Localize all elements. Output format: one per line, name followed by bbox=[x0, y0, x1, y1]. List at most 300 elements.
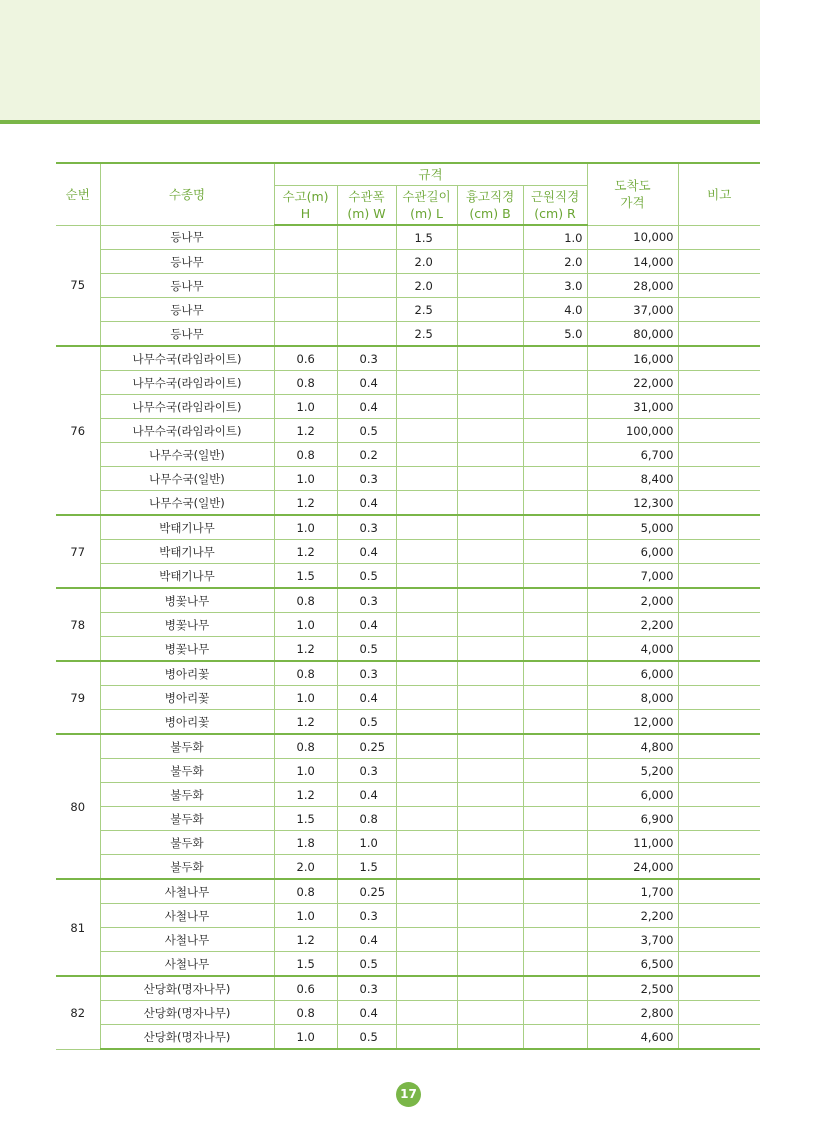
chest-diameter-cell bbox=[457, 250, 523, 274]
chest-diameter-cell bbox=[457, 588, 523, 613]
remarks-cell bbox=[678, 661, 760, 686]
root-diameter-cell bbox=[523, 759, 587, 783]
sequence-cell: 77 bbox=[56, 515, 100, 588]
species-cell: 나무수국(일반) bbox=[100, 491, 274, 516]
root-diameter-cell bbox=[523, 807, 587, 831]
crown-length-cell bbox=[396, 904, 457, 928]
species-cell: 병아리꽃 bbox=[100, 686, 274, 710]
price-cell: 5,000 bbox=[587, 515, 678, 540]
chest-diameter-cell bbox=[457, 395, 523, 419]
table-row bbox=[56, 298, 760, 322]
table-row bbox=[56, 443, 760, 467]
chest-diameter-cell bbox=[457, 831, 523, 855]
crown-length-cell bbox=[396, 759, 457, 783]
price-cell: 6,700 bbox=[587, 443, 678, 467]
width-cell: 0.4 bbox=[337, 928, 396, 952]
col-header-species: 수종명 bbox=[100, 163, 274, 225]
chest-diameter-cell bbox=[457, 976, 523, 1001]
chest-diameter-cell bbox=[457, 491, 523, 516]
remarks-cell bbox=[678, 419, 760, 443]
species-cell: 불두화 bbox=[100, 734, 274, 759]
crown-length-cell bbox=[396, 443, 457, 467]
height-cell: 1.2 bbox=[274, 491, 337, 516]
price-cell: 28,000 bbox=[587, 274, 678, 298]
root-diameter-cell bbox=[523, 395, 587, 419]
crown-length-cell bbox=[396, 952, 457, 977]
chest-diameter-cell bbox=[457, 904, 523, 928]
price-cell: 2,200 bbox=[587, 904, 678, 928]
width-cell: 0.4 bbox=[337, 783, 396, 807]
width-cell: 0.4 bbox=[337, 491, 396, 516]
species-cell: 나무수국(일반) bbox=[100, 443, 274, 467]
crown-length-cell: 2.5 bbox=[396, 322, 457, 347]
crown-length-cell bbox=[396, 371, 457, 395]
table-row bbox=[56, 371, 760, 395]
remarks-cell bbox=[678, 904, 760, 928]
height-cell: 1.0 bbox=[274, 613, 337, 637]
remarks-cell bbox=[678, 976, 760, 1001]
crown-length-cell bbox=[396, 588, 457, 613]
remarks-cell bbox=[678, 783, 760, 807]
height-cell: 1.0 bbox=[274, 686, 337, 710]
price-cell: 22,000 bbox=[587, 371, 678, 395]
remarks-cell bbox=[678, 952, 760, 977]
chest-diameter-cell bbox=[457, 807, 523, 831]
price-cell: 6,500 bbox=[587, 952, 678, 977]
root-diameter-cell bbox=[523, 928, 587, 952]
height-cell: 0.6 bbox=[274, 346, 337, 371]
species-cell: 박태기나무 bbox=[100, 515, 274, 540]
table-row bbox=[56, 807, 760, 831]
table-row bbox=[56, 346, 760, 371]
width-cell: 0.5 bbox=[337, 710, 396, 735]
width-cell: 0.3 bbox=[337, 661, 396, 686]
table-row bbox=[56, 661, 760, 686]
remarks-cell bbox=[678, 686, 760, 710]
chest-diameter-cell bbox=[457, 879, 523, 904]
table-row bbox=[56, 831, 760, 855]
root-diameter-cell: 2.0 bbox=[523, 250, 587, 274]
width-cell: 0.4 bbox=[337, 686, 396, 710]
root-diameter-cell bbox=[523, 855, 587, 880]
species-cell: 박태기나무 bbox=[100, 564, 274, 589]
species-cell: 병꽃나무 bbox=[100, 613, 274, 637]
height-cell: 0.8 bbox=[274, 588, 337, 613]
price-cell: 80,000 bbox=[587, 322, 678, 347]
height-cell: 1.5 bbox=[274, 564, 337, 589]
table-row bbox=[56, 759, 760, 783]
root-diameter-cell: 5.0 bbox=[523, 322, 587, 347]
root-diameter-cell bbox=[523, 952, 587, 977]
species-cell: 병아리꽃 bbox=[100, 661, 274, 686]
crown-length-cell: 2.5 bbox=[396, 298, 457, 322]
chest-diameter-cell bbox=[457, 443, 523, 467]
root-diameter-cell bbox=[523, 443, 587, 467]
remarks-cell bbox=[678, 613, 760, 637]
width-cell: 0.5 bbox=[337, 419, 396, 443]
species-cell: 나무수국(일반) bbox=[100, 467, 274, 491]
chest-diameter-cell bbox=[457, 322, 523, 347]
table-row bbox=[56, 904, 760, 928]
sequence-cell: 81 bbox=[56, 879, 100, 976]
sequence-cell: 78 bbox=[56, 588, 100, 661]
width-cell: 0.2 bbox=[337, 443, 396, 467]
remarks-cell bbox=[678, 879, 760, 904]
root-diameter-cell bbox=[523, 467, 587, 491]
table-row bbox=[56, 783, 760, 807]
height-cell bbox=[274, 322, 337, 347]
table-row bbox=[56, 491, 760, 516]
sequence-cell: 80 bbox=[56, 734, 100, 879]
height-cell: 1.2 bbox=[274, 928, 337, 952]
crown-length-cell bbox=[396, 467, 457, 491]
price-cell: 4,800 bbox=[587, 734, 678, 759]
crown-length-cell bbox=[396, 928, 457, 952]
height-cell: 1.2 bbox=[274, 540, 337, 564]
species-cell: 병아리꽃 bbox=[100, 710, 274, 735]
price-cell: 10,000 bbox=[587, 225, 678, 250]
chest-diameter-cell bbox=[457, 952, 523, 977]
crown-length-cell bbox=[396, 976, 457, 1001]
chest-diameter-cell bbox=[457, 225, 523, 250]
price-header-line1: 도착도 bbox=[614, 178, 651, 194]
width-cell: 0.4 bbox=[337, 371, 396, 395]
crown-length-cell bbox=[396, 831, 457, 855]
height-cell: 1.0 bbox=[274, 395, 337, 419]
root-diameter-cell bbox=[523, 491, 587, 516]
table-row bbox=[56, 879, 760, 904]
remarks-cell bbox=[678, 1001, 760, 1025]
col-header-spec-group: 규격 bbox=[274, 163, 587, 186]
height-cell: 1.0 bbox=[274, 904, 337, 928]
root-diameter-cell: 1.0 bbox=[523, 225, 587, 250]
species-cell: 산당화(명자나무) bbox=[100, 976, 274, 1001]
table-row bbox=[56, 322, 760, 347]
chest-diameter-cell bbox=[457, 274, 523, 298]
width-cell bbox=[337, 322, 396, 347]
species-cell: 병꽃나무 bbox=[100, 637, 274, 662]
height-cell: 0.8 bbox=[274, 661, 337, 686]
table-row bbox=[56, 686, 760, 710]
height-cell: 1.8 bbox=[274, 831, 337, 855]
table-row bbox=[56, 1001, 760, 1025]
crown-length-cell bbox=[396, 686, 457, 710]
crown-length-cell bbox=[396, 540, 457, 564]
crown-length-cell: 2.0 bbox=[396, 274, 457, 298]
species-cell: 등나무 bbox=[100, 298, 274, 322]
remarks-cell bbox=[678, 831, 760, 855]
chest-diameter-cell bbox=[457, 928, 523, 952]
root-diameter-cell bbox=[523, 734, 587, 759]
root-diameter-cell bbox=[523, 904, 587, 928]
remarks-cell bbox=[678, 928, 760, 952]
chest-diameter-cell bbox=[457, 783, 523, 807]
species-cell: 사철나무 bbox=[100, 904, 274, 928]
height-cell: 0.8 bbox=[274, 734, 337, 759]
table-row bbox=[56, 613, 760, 637]
price-cell: 11,000 bbox=[587, 831, 678, 855]
remarks-cell bbox=[678, 734, 760, 759]
price-cell: 12,300 bbox=[587, 491, 678, 516]
remarks-cell bbox=[678, 540, 760, 564]
root-diameter-cell bbox=[523, 419, 587, 443]
crown-length-cell bbox=[396, 710, 457, 735]
price-cell: 6,000 bbox=[587, 540, 678, 564]
crown-length-cell bbox=[396, 515, 457, 540]
table-row bbox=[56, 419, 760, 443]
height-cell: 2.0 bbox=[274, 855, 337, 880]
col-header-height: 수고(m) H bbox=[274, 186, 337, 226]
root-diameter-cell bbox=[523, 515, 587, 540]
remarks-cell bbox=[678, 491, 760, 516]
species-cell: 등나무 bbox=[100, 274, 274, 298]
remarks-cell bbox=[678, 588, 760, 613]
width-cell: 0.4 bbox=[337, 613, 396, 637]
remarks-cell bbox=[678, 637, 760, 662]
species-cell: 등나무 bbox=[100, 322, 274, 347]
chest-diameter-cell bbox=[457, 371, 523, 395]
root-diameter-cell bbox=[523, 831, 587, 855]
remarks-cell bbox=[678, 371, 760, 395]
chest-diameter-cell bbox=[457, 710, 523, 735]
table-row bbox=[56, 710, 760, 735]
price-cell: 1,700 bbox=[587, 879, 678, 904]
chest-diameter-cell bbox=[457, 346, 523, 371]
col-header-chest-diameter: 흉고직경 (cm) B bbox=[457, 186, 523, 226]
width-cell: 0.3 bbox=[337, 346, 396, 371]
root-diameter-cell bbox=[523, 613, 587, 637]
chest-diameter-cell bbox=[457, 1025, 523, 1050]
table-row bbox=[56, 515, 760, 540]
crown-length-cell bbox=[396, 807, 457, 831]
table-row bbox=[56, 274, 760, 298]
remarks-cell bbox=[678, 250, 760, 274]
chest-diameter-cell bbox=[457, 515, 523, 540]
crown-length-cell bbox=[396, 783, 457, 807]
height-cell: 0.6 bbox=[274, 976, 337, 1001]
chest-diameter-cell bbox=[457, 637, 523, 662]
width-cell: 0.25 bbox=[337, 879, 396, 904]
species-cell: 불두화 bbox=[100, 807, 274, 831]
chest-diameter-cell bbox=[457, 564, 523, 589]
species-cell: 나무수국(라임라이트) bbox=[100, 395, 274, 419]
crown-length-cell bbox=[396, 734, 457, 759]
species-cell: 산당화(명자나무) bbox=[100, 1001, 274, 1025]
price-cell: 8,400 bbox=[587, 467, 678, 491]
root-diameter-cell bbox=[523, 540, 587, 564]
chest-diameter-cell bbox=[457, 613, 523, 637]
height-cell: 1.2 bbox=[274, 710, 337, 735]
species-cell: 나무수국(라임라이트) bbox=[100, 419, 274, 443]
width-cell: 1.5 bbox=[337, 855, 396, 880]
price-cell: 7,000 bbox=[587, 564, 678, 589]
root-diameter-cell: 4.0 bbox=[523, 298, 587, 322]
height-cell: 1.5 bbox=[274, 952, 337, 977]
height-cell: 1.0 bbox=[274, 515, 337, 540]
chest-diameter-cell bbox=[457, 540, 523, 564]
remarks-cell bbox=[678, 274, 760, 298]
remarks-cell bbox=[678, 759, 760, 783]
width-cell: 0.3 bbox=[337, 515, 396, 540]
crown-length-cell bbox=[396, 879, 457, 904]
table-row bbox=[56, 588, 760, 613]
height-cell: 1.2 bbox=[274, 637, 337, 662]
crown-length-cell bbox=[396, 613, 457, 637]
sequence-cell: 82 bbox=[56, 976, 100, 1049]
root-diameter-cell bbox=[523, 783, 587, 807]
table-row bbox=[56, 952, 760, 977]
crown-length-cell: 2.0 bbox=[396, 250, 457, 274]
col-header-crown-length: 수관길이 (m) L bbox=[396, 186, 457, 226]
species-cell: 불두화 bbox=[100, 831, 274, 855]
species-cell: 등나무 bbox=[100, 250, 274, 274]
species-cell: 불두화 bbox=[100, 783, 274, 807]
crown-length-cell bbox=[396, 564, 457, 589]
table-row bbox=[56, 1025, 760, 1050]
remarks-cell bbox=[678, 225, 760, 250]
height-cell: 0.8 bbox=[274, 371, 337, 395]
remarks-cell bbox=[678, 515, 760, 540]
width-cell: 0.3 bbox=[337, 759, 396, 783]
sequence-cell: 79 bbox=[56, 661, 100, 734]
width-cell: 0.3 bbox=[337, 467, 396, 491]
species-cell: 사철나무 bbox=[100, 928, 274, 952]
table-row bbox=[56, 540, 760, 564]
price-cell: 31,000 bbox=[587, 395, 678, 419]
height-cell: 1.5 bbox=[274, 807, 337, 831]
chest-diameter-cell bbox=[457, 298, 523, 322]
width-cell: 0.4 bbox=[337, 540, 396, 564]
root-diameter-cell bbox=[523, 1025, 587, 1050]
remarks-cell bbox=[678, 1025, 760, 1050]
table-row bbox=[56, 250, 760, 274]
table-row bbox=[56, 976, 760, 1001]
table-body bbox=[56, 225, 760, 1049]
root-diameter-cell bbox=[523, 637, 587, 662]
root-diameter-cell bbox=[523, 710, 587, 735]
chest-diameter-cell bbox=[457, 759, 523, 783]
table-row bbox=[56, 467, 760, 491]
crown-length-cell bbox=[396, 395, 457, 419]
price-cell: 24,000 bbox=[587, 855, 678, 880]
col-header-remarks: 비고 bbox=[678, 163, 760, 225]
price-cell: 6,000 bbox=[587, 783, 678, 807]
table-row bbox=[56, 564, 760, 589]
root-diameter-cell bbox=[523, 686, 587, 710]
price-cell: 5,200 bbox=[587, 759, 678, 783]
price-cell: 2,500 bbox=[587, 976, 678, 1001]
crown-length-cell bbox=[396, 1001, 457, 1025]
sequence-cell: 76 bbox=[56, 346, 100, 515]
price-cell: 6,000 bbox=[587, 661, 678, 686]
root-diameter-cell bbox=[523, 588, 587, 613]
width-cell bbox=[337, 274, 396, 298]
top-header-band bbox=[0, 0, 760, 120]
root-diameter-cell bbox=[523, 879, 587, 904]
remarks-cell bbox=[678, 346, 760, 371]
height-cell: 1.0 bbox=[274, 1025, 337, 1050]
table-row bbox=[56, 928, 760, 952]
remarks-cell bbox=[678, 443, 760, 467]
width-cell: 0.3 bbox=[337, 904, 396, 928]
price-cell: 12,000 bbox=[587, 710, 678, 735]
root-diameter-cell bbox=[523, 1001, 587, 1025]
species-cell: 불두화 bbox=[100, 855, 274, 880]
price-cell: 8,000 bbox=[587, 686, 678, 710]
crown-length-cell bbox=[396, 1025, 457, 1050]
crown-length-cell: 1.5 bbox=[396, 225, 457, 250]
height-cell bbox=[274, 225, 337, 250]
chest-diameter-cell bbox=[457, 734, 523, 759]
table-row bbox=[56, 225, 760, 250]
width-cell bbox=[337, 298, 396, 322]
price-cell: 2,800 bbox=[587, 1001, 678, 1025]
height-cell: 0.8 bbox=[274, 1001, 337, 1025]
height-cell bbox=[274, 298, 337, 322]
page-number-badge: 17 bbox=[396, 1082, 421, 1107]
remarks-cell bbox=[678, 710, 760, 735]
price-cell: 100,000 bbox=[587, 419, 678, 443]
width-cell: 0.5 bbox=[337, 952, 396, 977]
chest-diameter-cell bbox=[457, 467, 523, 491]
species-cell: 사철나무 bbox=[100, 879, 274, 904]
width-cell: 1.0 bbox=[337, 831, 396, 855]
species-cell: 병꽃나무 bbox=[100, 588, 274, 613]
crown-length-cell bbox=[396, 346, 457, 371]
root-diameter-cell: 3.0 bbox=[523, 274, 587, 298]
price-cell: 3,700 bbox=[587, 928, 678, 952]
crown-length-cell bbox=[396, 637, 457, 662]
table-row bbox=[56, 855, 760, 880]
remarks-cell bbox=[678, 395, 760, 419]
root-diameter-cell bbox=[523, 346, 587, 371]
width-cell: 0.5 bbox=[337, 564, 396, 589]
height-cell: 1.0 bbox=[274, 467, 337, 491]
price-cell: 6,900 bbox=[587, 807, 678, 831]
crown-length-cell bbox=[396, 491, 457, 516]
width-cell: 0.5 bbox=[337, 637, 396, 662]
species-cell: 산당화(명자나무) bbox=[100, 1025, 274, 1050]
crown-length-cell bbox=[396, 419, 457, 443]
crown-length-cell bbox=[396, 661, 457, 686]
remarks-cell bbox=[678, 855, 760, 880]
table-row bbox=[56, 637, 760, 662]
price-cell: 16,000 bbox=[587, 346, 678, 371]
remarks-cell bbox=[678, 564, 760, 589]
height-cell: 1.2 bbox=[274, 783, 337, 807]
root-diameter-cell bbox=[523, 371, 587, 395]
chest-diameter-cell bbox=[457, 686, 523, 710]
height-cell: 1.2 bbox=[274, 419, 337, 443]
col-header-root-diameter: 근원직경 (cm) R bbox=[523, 186, 587, 226]
width-cell: 0.3 bbox=[337, 588, 396, 613]
root-diameter-cell bbox=[523, 564, 587, 589]
remarks-cell bbox=[678, 467, 760, 491]
species-cell: 불두화 bbox=[100, 759, 274, 783]
width-cell: 0.8 bbox=[337, 807, 396, 831]
width-cell: 0.4 bbox=[337, 395, 396, 419]
top-green-rule bbox=[0, 120, 760, 124]
price-header-line2: 가격 bbox=[620, 195, 645, 211]
width-cell bbox=[337, 250, 396, 274]
col-header-price bbox=[587, 163, 678, 225]
width-cell: 0.3 bbox=[337, 976, 396, 1001]
crown-length-cell bbox=[396, 855, 457, 880]
height-cell: 1.0 bbox=[274, 759, 337, 783]
chest-diameter-cell bbox=[457, 855, 523, 880]
height-cell bbox=[274, 250, 337, 274]
width-cell: 0.25 bbox=[337, 734, 396, 759]
